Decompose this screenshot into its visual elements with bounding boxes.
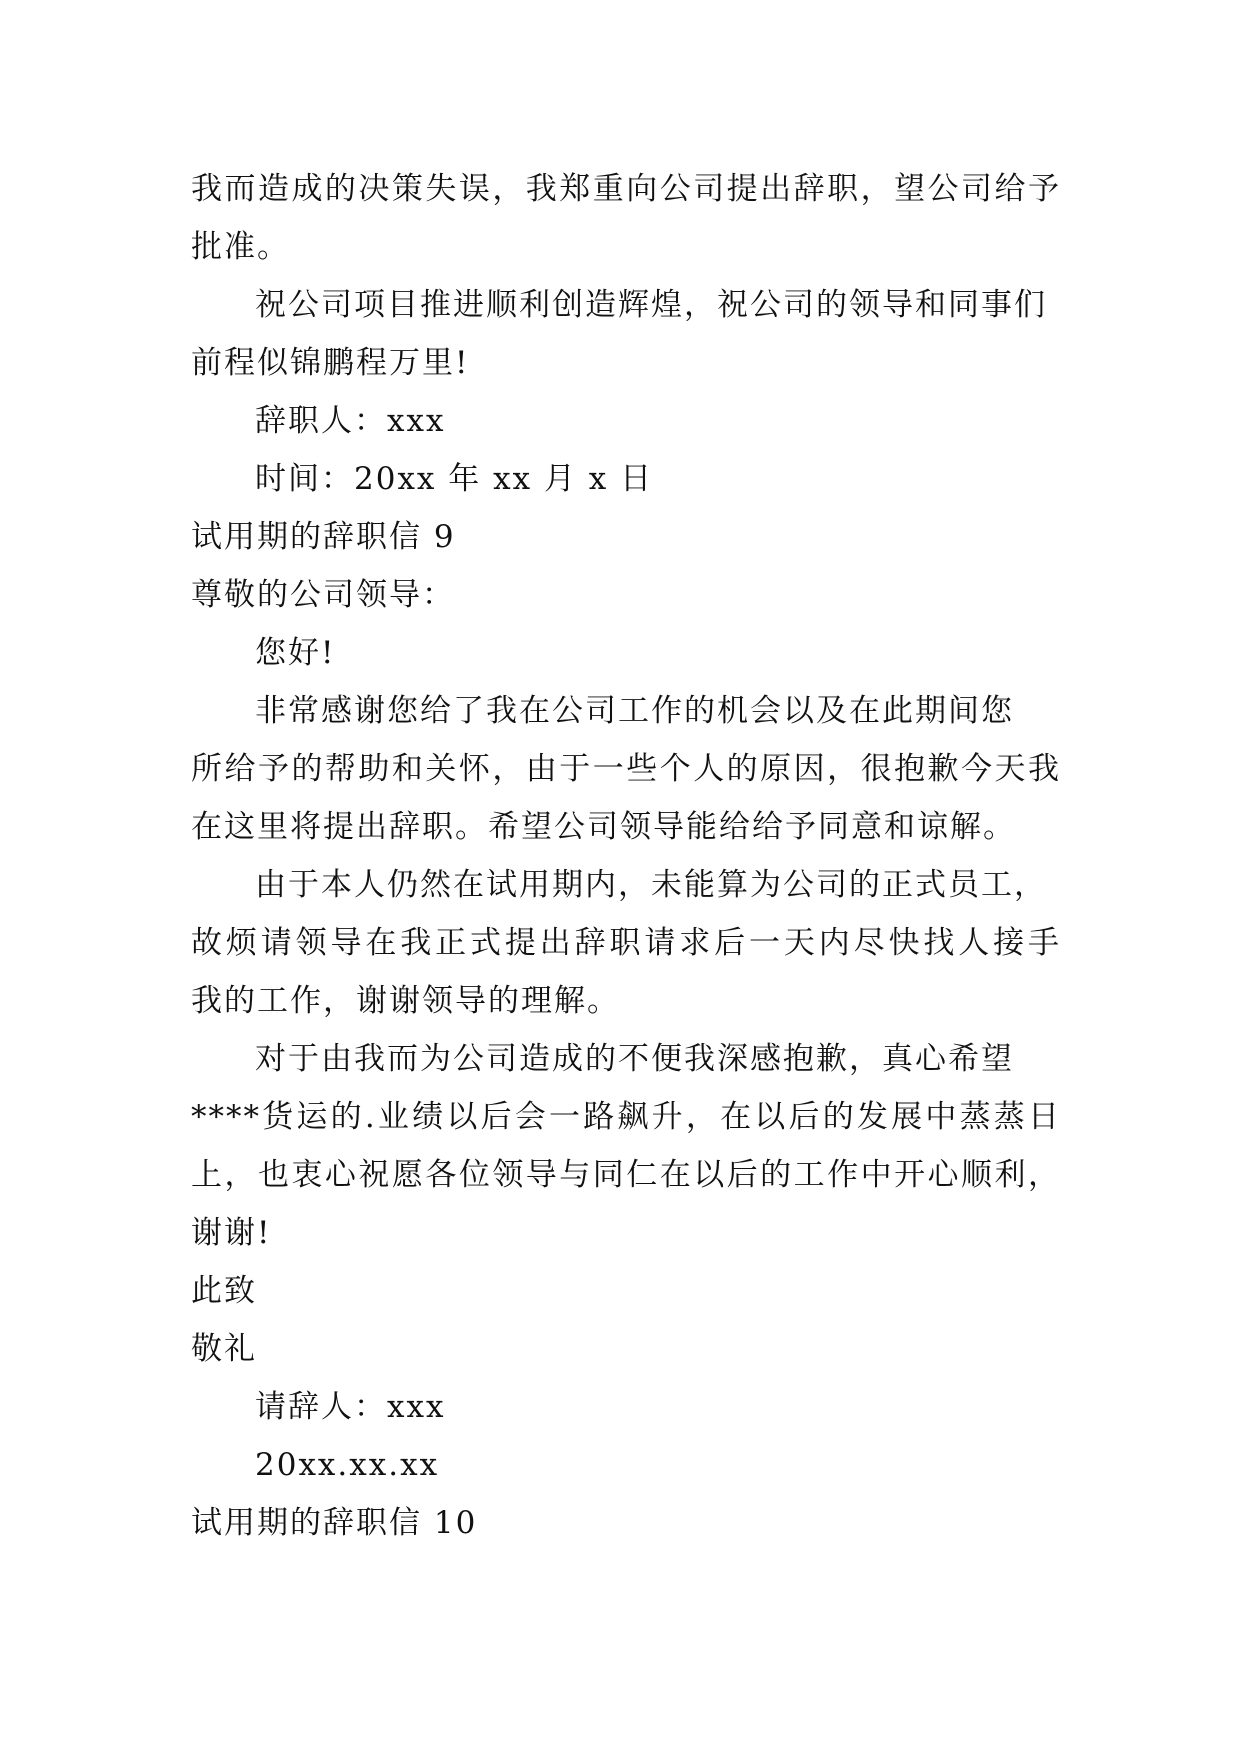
greeting: 您好!	[255, 635, 336, 671]
salutation: 尊敬的公司领导：	[191, 577, 455, 613]
paragraph-line: 非常感谢您给了我在公司工作的机会以及在此期间您	[255, 693, 1014, 729]
paragraph-line: 由于本人仍然在试用期内，未能算为公司的正式员工，	[255, 867, 1047, 903]
paragraph-line: 我的工作，谢谢领导的理解。	[191, 983, 620, 1019]
paragraph-line: 祝公司项目推进顺利创造辉煌，祝公司的领导和同事们	[255, 287, 1047, 323]
signature-name-line: 请辞人：xxx	[255, 1389, 446, 1425]
signature-date-line: 20xx.xx.xx	[255, 1447, 440, 1483]
section-heading: 试用期的辞职信 10	[191, 1505, 478, 1541]
paragraph-line: 对于由我而为公司造成的不便我深感抱歉，真心希望	[255, 1041, 1014, 1077]
closing-line: 敬礼	[191, 1331, 257, 1367]
paragraph-line: 在这里将提出辞职。希望公司领导能给给予同意和谅解。	[191, 809, 1016, 845]
paragraph-line: 我而造成的决策失误，我郑重向公司提出辞职，望公司给予	[191, 171, 1061, 207]
document-body	[191, 160, 1061, 1552]
signature-name-line: 辞职人：xxx	[255, 403, 446, 439]
paragraph-line: ****货运的.业绩以后会一路飙升，在以后的发展中蒸蒸日	[191, 1099, 1061, 1135]
paragraph-line: 上，也衷心祝愿各位领导与同仁在以后的工作中开心顺利，	[191, 1157, 1061, 1193]
paragraph-line: 所给予的帮助和关怀，由于一些个人的原因，很抱歉今天我	[191, 751, 1061, 787]
paragraph-line: 前程似锦鹏程万里!	[191, 345, 470, 381]
closing-line: 此致	[191, 1273, 257, 1309]
paragraph-line: 故烦请领导在我正式提出辞职请求后一天内尽快找人接手	[191, 925, 1061, 961]
signature-date-line: 时间：20xx 年 xx 月 x 日	[255, 461, 654, 497]
paragraph-line: 批准。	[191, 229, 290, 265]
section-heading: 试用期的辞职信 9	[191, 519, 456, 555]
paragraph-line: 谢谢!	[191, 1215, 272, 1251]
